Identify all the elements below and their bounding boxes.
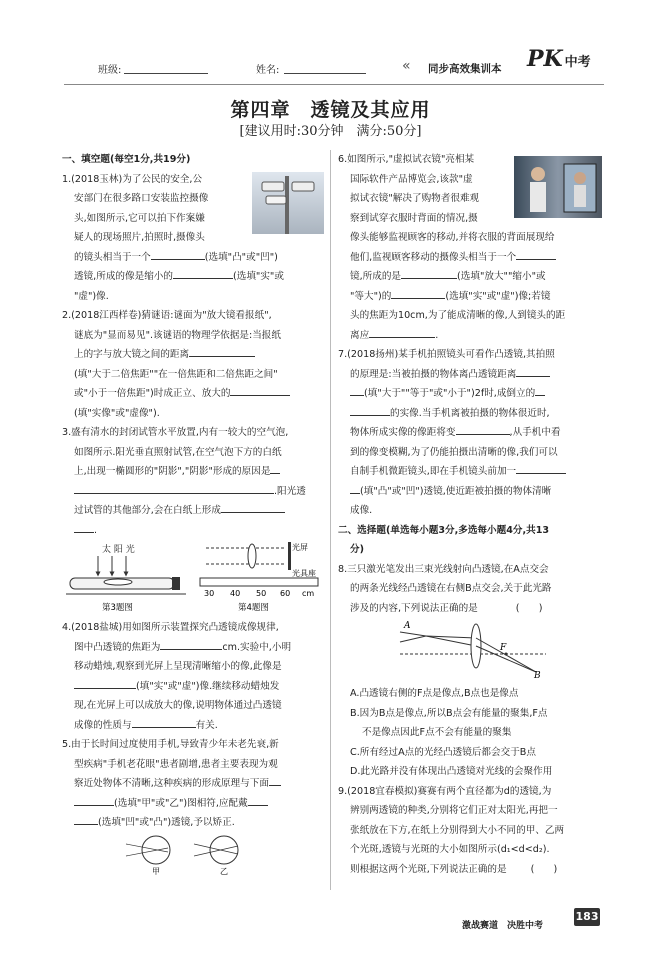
- chapter-title: 第四章 透镜及其应用: [230, 99, 431, 121]
- q4-text: 图中凸透镜的焦距为: [74, 641, 161, 653]
- test-tube-figure: [66, 540, 326, 612]
- q7-line: [338, 423, 604, 443]
- fig4-tick: 50: [256, 589, 267, 598]
- q4-text: 有关.: [195, 719, 218, 731]
- q1-line: [62, 267, 324, 287]
- q7-line: 7.(2018扬州)某手机拍照镜头可看作凸透镜,其拍照: [338, 349, 555, 360]
- column-divider: [330, 150, 331, 890]
- q6-text: "等大")的: [350, 290, 392, 302]
- q8-option[interactable]: A.凸透镜右侧的F点是像点,B点也是像点: [350, 688, 519, 699]
- q9-answer-bracket[interactable]: ( ): [530, 863, 558, 875]
- q5-line: [62, 794, 324, 814]
- q7-line: [338, 384, 604, 404]
- fig4-tick: 40: [230, 589, 241, 598]
- q7-text: (填"凸"或"凹")透镜,使近距被拍摄的物体清晰: [360, 485, 552, 497]
- q7-line: 到的像变模糊,为了仍能拍摄出清晰的像,我们可以: [350, 446, 558, 458]
- fig4-screen-label: 光屏: [292, 543, 308, 552]
- q2-blank-1[interactable]: [189, 345, 255, 357]
- fig8-label-b: B: [534, 671, 541, 678]
- q5-line: 5.由于长时间过度使用手机,导致青少年未老先衰,新: [62, 739, 279, 750]
- q6-text: (选填"放大""缩小"或: [457, 271, 546, 282]
- q4-blank-1[interactable]: [160, 638, 222, 650]
- q4-blank-3[interactable]: [132, 716, 196, 728]
- q1-text: 的镜头相当于一个: [74, 251, 151, 263]
- right-column: [338, 150, 604, 618]
- q3-blank-1[interactable]: [270, 462, 280, 474]
- q1-line: 安部门在很多路口安装监控摄像: [74, 193, 209, 204]
- right-column-lower: [338, 684, 604, 879]
- q7-blank-1b[interactable]: [350, 384, 364, 396]
- q3-line: [62, 521, 324, 541]
- surveillance-camera-photo: [252, 172, 324, 234]
- person-icon: [514, 156, 602, 218]
- q6-blank-2[interactable]: [401, 267, 457, 279]
- q7-line: 成像.: [350, 505, 373, 516]
- q2-line: 2.(2018江西样卷)猜谜语:谜面为"放大镜看报纸",: [62, 310, 272, 321]
- q3-blank-2b[interactable]: [74, 521, 94, 533]
- header-rule: [64, 84, 604, 85]
- q4-line: [62, 677, 324, 697]
- eye-figure: [120, 830, 260, 876]
- fig4-bench-label: 光具座: [292, 569, 316, 578]
- q2-blank-2[interactable]: [230, 384, 290, 396]
- q3-blank-1b[interactable]: [74, 482, 274, 494]
- q6-text: .: [435, 329, 439, 341]
- q5-blank-2b[interactable]: [74, 813, 98, 825]
- page-number: 183: [574, 908, 600, 926]
- q6-line: [338, 267, 604, 287]
- q5-line: [62, 774, 324, 794]
- q1-line: 1.(2018玉林)为了公民的安全,公: [62, 173, 203, 185]
- class-blank: [124, 73, 208, 74]
- q1-text: (选填"实"或: [233, 271, 284, 282]
- q7-blank-4[interactable]: [516, 462, 566, 474]
- q4-text: cm.实验中,小明: [222, 641, 292, 653]
- q6-text: 他们,监视顾客移动的摄像头相当于一个: [350, 251, 517, 263]
- q7-text: 自制手机微距镜头,即在手机镜头前加一: [350, 466, 517, 477]
- fig5-label: 甲: [152, 867, 160, 876]
- section2-heading-cont: 分): [350, 544, 364, 555]
- fig8-label-a: A: [404, 621, 411, 631]
- q4-text: (填"实"或"虚")像.继续移动蜡烛发: [136, 680, 280, 692]
- q6-line: 6.如图所示,"虚拟试衣镜"亮相某: [338, 154, 475, 165]
- q3-line: 如图所示.阳光垂直照射试管,在空气泡下方的白纸: [74, 446, 282, 458]
- q1-line: [62, 248, 324, 268]
- q7-line: [338, 462, 604, 482]
- q6-blank-1[interactable]: [516, 248, 556, 260]
- q7-text: ,从手机中看: [509, 427, 561, 438]
- q6-blank-3[interactable]: [391, 287, 445, 299]
- q6-text: 镜,所成的是: [350, 271, 402, 282]
- class-label: 班级:: [98, 65, 122, 76]
- q6-line: 国际软件产品博览会,该款"虚: [350, 173, 473, 185]
- q2-text: 上的字与放大镜之间的距离: [74, 349, 190, 360]
- series-name: 同步高效集训本: [428, 63, 502, 75]
- section2-heading: 二、选择题(单选每小题3分,多选每小题4分,共13: [338, 524, 550, 536]
- q8-optics-diagram: [396, 616, 546, 678]
- q1-blank-2[interactable]: [173, 267, 233, 279]
- q8-option[interactable]: D.此光路并没有体现出凸透镜对光线的会聚作用: [350, 766, 553, 777]
- fig4-tick: 30: [204, 589, 215, 598]
- q6-line: [338, 248, 604, 268]
- q3-line: [62, 462, 324, 482]
- q3-text: 过试管的其他部分,会在白纸上形成: [74, 505, 221, 516]
- q7-text: 的原理是:当被拍摄的物体离凸透镜距离: [350, 368, 517, 380]
- q6-blank-4[interactable]: [369, 326, 435, 338]
- left-column-lower: [62, 618, 324, 833]
- q5-blank-1b[interactable]: [74, 794, 114, 806]
- q9-line: 个光斑,透镜与光斑的大小如图所示(d₁<d<d₂).: [350, 844, 550, 855]
- q8-option-cont: 不是像点因此F点不会有能量的聚集: [362, 727, 512, 738]
- q9-line: [338, 860, 604, 880]
- q6-line: 拟试衣镜"解决了购物者很难观: [350, 193, 480, 204]
- q6-line: [338, 326, 604, 346]
- fig4-tick: 60: [280, 589, 291, 598]
- q7-blank-1[interactable]: [516, 365, 550, 377]
- q7-blank-2b[interactable]: [350, 404, 390, 416]
- laser-lens-figure: [396, 616, 546, 678]
- q1-text: (选填"凸"或"凹"): [204, 251, 278, 263]
- q1-line: 疑人的现场照片,拍照时,摄像头: [74, 232, 205, 243]
- q6-text: 离应: [350, 329, 370, 341]
- q3-text: .阳光透: [274, 485, 306, 497]
- figures-3-4: [66, 540, 326, 612]
- q3-line: [62, 501, 324, 521]
- sunlight-label: 太 阳 光: [102, 545, 135, 555]
- q3-blank-2[interactable]: [221, 501, 285, 513]
- q8-line: 8.三只激光笔发出三束光线射向凸透镜,在A点交会: [338, 563, 549, 575]
- q4-line: [62, 716, 324, 736]
- q7-line: [338, 404, 604, 424]
- q2-text: 或"小于一倍焦距")时成正立、放大的: [74, 388, 231, 399]
- q5-text: (选填"凹"或"凸")透镜,予以矫正.: [98, 817, 235, 828]
- q6-line: 头的焦距为10cm,为了能成清晰的像,人到镜头的距: [350, 310, 566, 321]
- camera-icon: [252, 172, 324, 234]
- q2-line: (填"大于二倍焦距""在一倍焦距和二倍焦距之间": [74, 368, 278, 380]
- q8-option[interactable]: B.因为B点是像点,所以B点会有能量的聚集,F点: [350, 707, 548, 719]
- pk-logo: [527, 46, 591, 72]
- q8-text: 涉及的内容,下列说法正确的是: [350, 602, 478, 614]
- virtual-mirror-photo: [514, 156, 602, 218]
- section1-heading: 一、填空题(每空1分,共19分): [62, 154, 191, 165]
- eye-diagrams: [120, 830, 260, 876]
- q4-line: [62, 638, 324, 658]
- q2-line: (填"实像"或"虚像").: [74, 407, 160, 419]
- q7-text: (填"大于""等于"或"小于")2f时,成倒立的: [364, 388, 536, 399]
- q4-text: 成像的性质与: [74, 719, 132, 731]
- q1-blank-1[interactable]: [151, 248, 205, 260]
- q4-line: 4.(2018盐城)用如图所示装置探究凸透镜成像规律,: [62, 622, 279, 633]
- q5-blank-1[interactable]: [269, 774, 281, 786]
- q6-line: 像头能够监视顾客的移动,并将衣服的背面展现给: [350, 232, 555, 243]
- q7-text: 物体所成实像的像距将变: [350, 427, 456, 438]
- q8-line: 的两条光线经凸透镜在右侧B点交会,关于此光路: [350, 583, 552, 594]
- q9-line: 9.(2018宜春模拟)赛赛有两个直径都为d的透镜,为: [338, 785, 552, 797]
- q7-text: 的实像.当手机离被拍摄的物体很近时,: [390, 407, 550, 419]
- fig5-label: 乙: [220, 867, 228, 876]
- logo-suffix: 中考: [564, 55, 591, 70]
- q9-line: 张纸放在下方,在纸上分别得到大小不同的甲、乙两: [350, 824, 565, 836]
- q7-blank-2[interactable]: [535, 384, 545, 396]
- q7-blank-3[interactable]: [456, 423, 510, 435]
- q2-line: [62, 384, 324, 404]
- footer-slogan: 激战赛道 决胜中考: [462, 921, 544, 931]
- fig4-tick: cm: [302, 589, 315, 598]
- q1-text: 透镜,所成的像是缩小的: [74, 271, 173, 282]
- q7-line: [338, 482, 604, 502]
- q3-line: [62, 482, 324, 502]
- q8-answer-bracket[interactable]: ( ): [515, 602, 543, 614]
- q3-line: 3.盛有清水的封闭试管水平放置,内有一较大的空气泡,: [62, 427, 289, 438]
- q4-blank-2[interactable]: [74, 677, 136, 689]
- q8-option[interactable]: C.所有经过A点的光经凸透镜后都会交于B点: [350, 746, 536, 758]
- q3-text: .: [94, 524, 98, 536]
- q5-blank-2[interactable]: [248, 794, 268, 806]
- q4-line: 现,在光屏上可以成放大的像,说明物体通过凸透镜: [74, 700, 282, 711]
- q6-text: (选填"实"或"虚")像;若镜: [445, 290, 551, 302]
- q2-line: 谜底为"显而易见".该谜语的物理学依据是:当报纸: [74, 329, 281, 341]
- q5-text: 察近处物体不清晰,这种疾病的形成原理与下面: [74, 778, 269, 789]
- fig4-caption: 第4题图: [238, 603, 269, 612]
- q6-line: 察到试穿衣服时背面的情况,摄: [350, 212, 478, 224]
- q5-line: 型疾病"手机老花眼"患者剧增,患者主要表现为观: [74, 758, 278, 770]
- name-label: 姓名:: [256, 65, 280, 76]
- q3-text: 上,出现一椭圆形的"阴影","阴影"形成的原因是: [74, 466, 271, 477]
- chevron-icon: «: [402, 58, 411, 74]
- q9-line: 辨别两透镜的种类,分别将它们正对太阳光,再把一: [350, 805, 558, 816]
- q7-blank-4b[interactable]: [350, 482, 360, 494]
- name-blank: [284, 73, 366, 74]
- q1-line: "虚")像.: [74, 290, 109, 302]
- q7-line: [338, 365, 604, 385]
- q9-text: 则根据这两个光斑,下列说法正确的是: [350, 863, 507, 875]
- fig3-caption: 第3题图: [102, 603, 133, 612]
- q1-line: 头,如图所示,它可以拍下作案嫌: [74, 212, 205, 224]
- q4-line: 移动蜡烛,观察到光屏上呈现清晰缩小的像,此像是: [74, 661, 282, 672]
- chapter-subtitle: [建议用时:30分钟 满分:50分]: [239, 124, 422, 139]
- q2-line: [62, 345, 324, 365]
- fig8-label-f: F: [500, 643, 507, 653]
- q5-text: (选填"甲"或"乙")图相符,应配戴: [114, 797, 248, 809]
- logo-pk-text: PK: [527, 46, 563, 72]
- q6-line: [338, 287, 604, 307]
